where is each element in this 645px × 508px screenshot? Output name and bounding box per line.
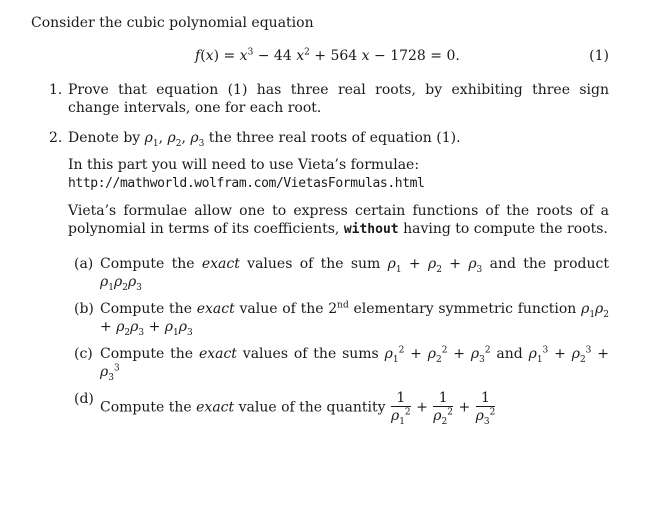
subquestion-label: (c) xyxy=(74,346,93,362)
cubic-equation: $f(x) = x^3 - 44$ $x^2 + 564$ x − 1728 = 0. xyxy=(195,47,460,64)
vieta-hint xyxy=(68,156,609,193)
subquestion-list xyxy=(68,255,609,425)
fraction: $\frac{1}{\rho_2^2}$ xyxy=(433,390,453,427)
subquestion-a: (a) Compute the exact values of the sum $\rho_1 + \rho_2 + \rho_3$ and the product $\rho_1\rho_2\rho_3$ xyxy=(74,256,609,293)
question-1 xyxy=(31,81,609,117)
question-list xyxy=(31,81,609,425)
vieta-description: Vieta’s formulae allow one to express certain functions of the roots of a polynomial in terms of its coefficients, without having to compute the roots. xyxy=(68,203,609,237)
vieta-url: http://mathworld.wolfram.com/VietasFormulas.html xyxy=(68,176,425,191)
vieta-hint-text: In this part you will need to use Vieta’s formulae: xyxy=(68,157,420,173)
question-number: 2. xyxy=(49,130,63,146)
question-number: 1. xyxy=(49,82,63,98)
subquestion-label: (a) xyxy=(74,256,94,272)
question-1-text: Prove that equation (1) has three real roots, by exhibiting three sign change intervals, one for each root. xyxy=(68,82,609,116)
subquestion-label: (d) xyxy=(74,391,94,407)
question-2-lead: Denote by $\rho_1$, $\rho_2$, $\rho_3$ the three real roots of equation (1). xyxy=(68,130,461,149)
fraction: $\frac{1}{\rho_1^2}$ xyxy=(390,390,411,427)
subquestion-label: (b) xyxy=(74,301,94,317)
equation-row xyxy=(31,47,609,65)
subquestion-b: (b) Compute the exact value of the 2nd elementary symmetric function $\rho_1\rho_2 + \rho_2\rho_3 + \rho_1\rho_3$ xyxy=(74,300,610,338)
equation-number: (1) xyxy=(589,48,609,64)
subquestion-c: (c) Compute the exact values of the sums $\rho_1^2 + \rho_2^2 + \rho_3^2$ and $\rho_1^3 + \rho_2^3 + \rho_3^3$ xyxy=(74,345,609,383)
fraction: $\frac{1}{\rho_3^2}$ xyxy=(475,390,496,427)
question-2 xyxy=(31,129,609,425)
subquestion-d: (d) Compute the exact value of the quantity $\frac{1}{\rho_1^2}$ + $\frac{1}{\rho_2^2}$ + $\frac{1}{\rho_3^2}$ xyxy=(74,390,496,427)
intro-text: Consider the cubic polynomial equation xyxy=(31,15,314,31)
emphasis-without: without xyxy=(343,222,399,237)
